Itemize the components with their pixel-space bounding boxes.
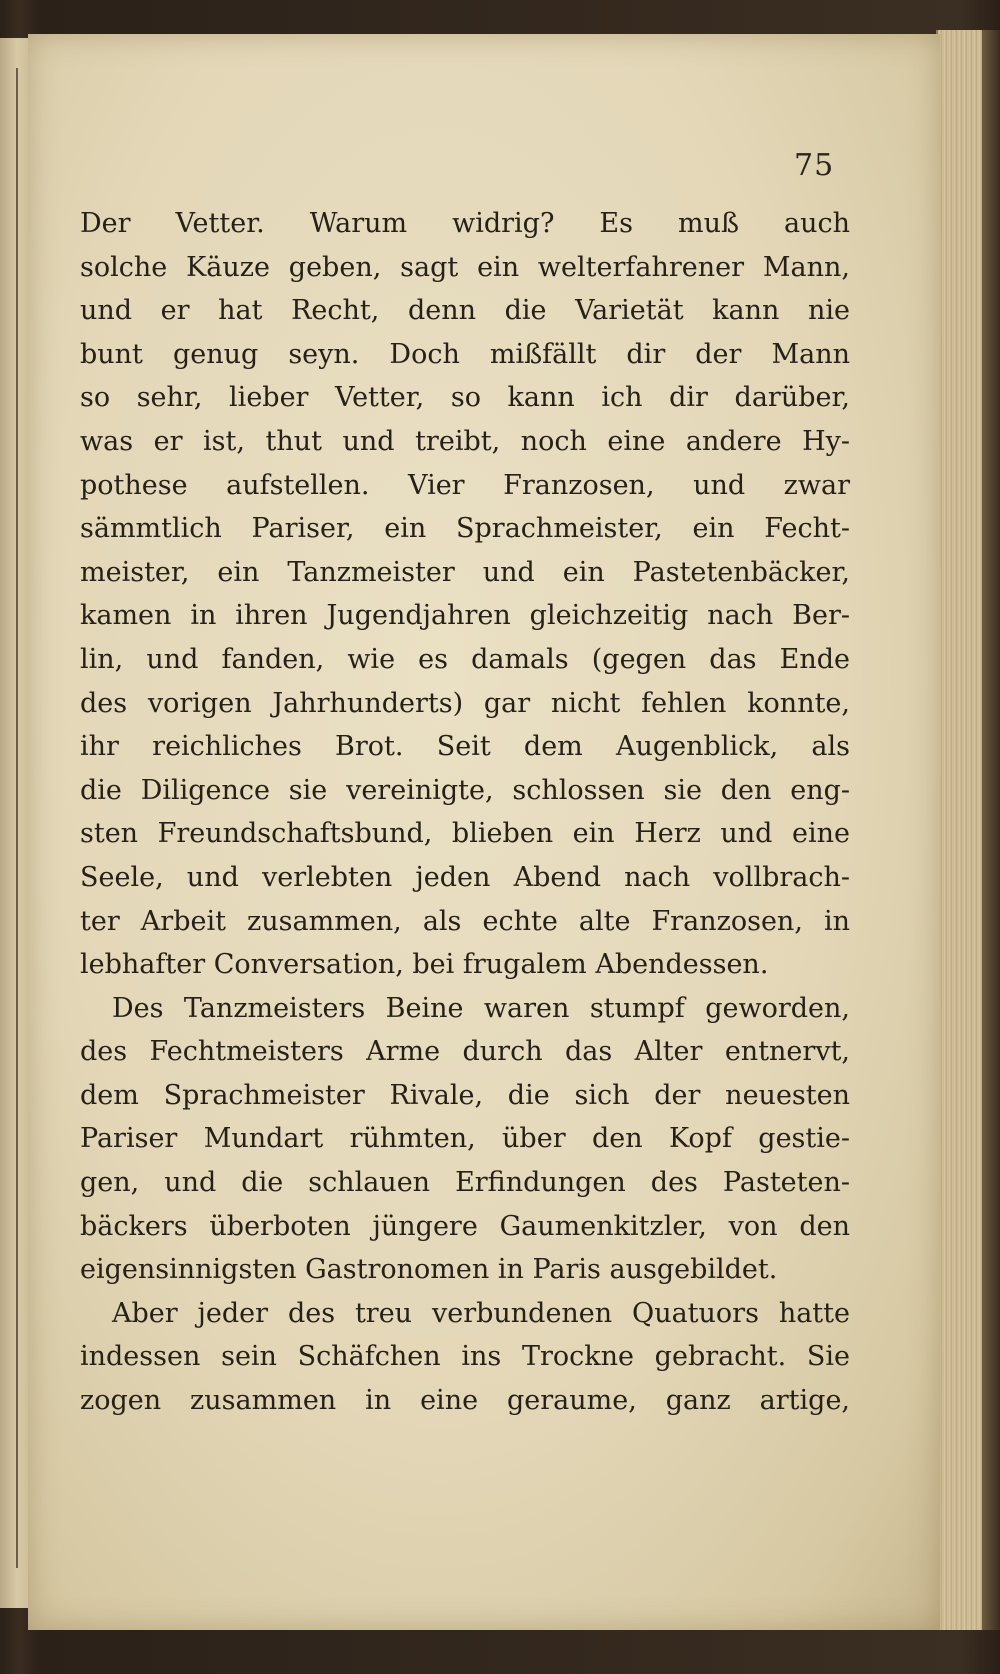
- page-number: 75: [794, 148, 835, 183]
- text-line: solche Käuze geben, sagt ein welterfahrener Mann,: [80, 251, 850, 283]
- text-line: gen, und die schlauen Erfindungen des Pasteten-: [80, 1167, 850, 1199]
- text-line: des Fechtmeisters Arme durch das Alter entnervt,: [80, 1036, 850, 1068]
- text-line: lebhafter Conversation, bei frugalem Abendessen.: [80, 949, 769, 981]
- text-line: bäckers überboten jüngere Gaumenkitzler, von den: [80, 1210, 850, 1242]
- page-stack-edge: [936, 30, 1000, 1630]
- text-line: Pariser Mundart rühmten, über den Kopf gestie-: [80, 1123, 850, 1155]
- text-line: lin, und fanden, wie es damals (gegen das Ende: [80, 643, 850, 675]
- text-line: Seele, und verlebten jeden Abend nach vollbrach-: [80, 861, 850, 893]
- text-line: was er ist, thut und treibt, noch eine andere Hy-: [80, 425, 850, 457]
- text-line: pothese aufstellen. Vier Franzosen, und zwar: [80, 469, 850, 501]
- text-line: ter Arbeit zusammen, als echte alte Franzosen, in: [80, 905, 850, 937]
- body-text: [80, 202, 850, 1423]
- text-line: des vorigen Jahrhunderts) gar nicht fehlen konnte,: [80, 687, 850, 719]
- text-line: bunt genug seyn. Doch mißfällt dir der Mann: [80, 338, 850, 370]
- text-line: dem Sprachmeister Rivale, die sich der neuesten: [80, 1079, 850, 1111]
- text-line: eigensinnigsten Gastronomen in Paris ausgebildet.: [80, 1254, 778, 1286]
- text-line: kamen in ihren Jugendjahren gleichzeitig nach Ber-: [80, 600, 850, 632]
- text-line: so sehr, lieber Vetter, so kann ich dir darüber,: [80, 382, 850, 414]
- text-line: indessen sein Schäfchen ins Trockne gebracht. Sie: [80, 1341, 850, 1373]
- text-line: sten Freundschaftsbund, blieben ein Herz und eine: [80, 818, 850, 850]
- text-line: und er hat Recht, denn die Varietät kann nie: [80, 295, 850, 327]
- text-line: die Diligence sie vereinigte, schlossen sie den eng-: [80, 774, 850, 806]
- text-line: Des Tanzmeisters Beine waren stumpf geworden,: [112, 992, 850, 1024]
- previous-page-edge: [0, 38, 29, 1608]
- text-line: zogen zusammen in eine geraume, ganz artige,: [80, 1385, 850, 1417]
- text-line: sämmtlich Pariser, ein Sprachmeister, ein Fecht-: [80, 513, 850, 545]
- text-line: Aber jeder des treu verbundenen Quatuors hatte: [112, 1297, 850, 1329]
- text-line: meister, ein Tanzmeister und ein Pastetenbäcker,: [80, 556, 850, 588]
- text-line: Der Vetter. Warum widrig? Es muß auch: [80, 208, 850, 239]
- text-line: ihr reichliches Brot. Seit dem Augenblick, als: [80, 731, 850, 763]
